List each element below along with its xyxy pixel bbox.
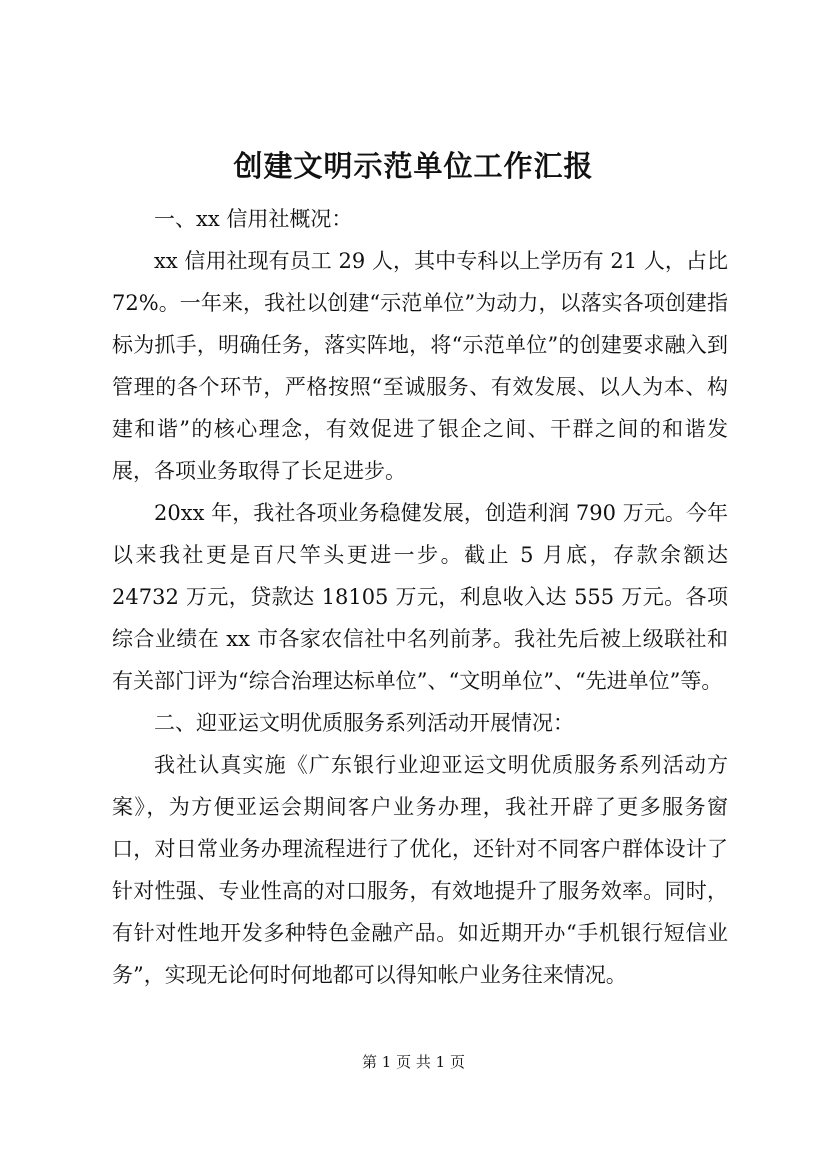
section-heading-overview: 一、xx 信用社概况：: [154, 207, 353, 231]
paragraph-activities: 我社认真实施《广东银行业迎亚运文明优质服务系列活动方案》，为方便亚运会期间客户业务办理，我社开辟了更多服务窗口，对日常业务办理流程进行了优化，还针对不同客户群体设计了针对性强、专业性高的对口服务，有效地提升了服务效率。同时，有针对性地开发多种特色金融产品。如近期开办“手机银行短信业务”，实现无论何时何地都可以得知帐户业务往来情况。: [112, 753, 728, 987]
page-footer: 第 1 页 共 1 页: [362, 1053, 465, 1071]
document-body: [112, 198, 728, 996]
paragraph-overview: xx 信用社现有员工 29 人，其中专科以上学历有 21 人，占比 72%。一年来，我社以创建“示范单位”为动力，以落实各项创建指标为抓手，明确任务，落实阵地，将“示范单位”的创建要求融入到管理的各个环节，严格按照“至诚服务、有效发展、以人为本、构建和谐”的核心理念，有效促进了银企之间、干群之间的和谐发展，各项业务取得了长足进步。: [112, 249, 728, 483]
paragraph-performance: 20xx 年，我社各项业务稳健发展，创造利润 790 万元。今年以来我社更是百尺竿头更进一步。截止 5 月底，存款余额达 24732 万元，贷款达 18105 万元，利息收入达 555 万元。各项综合业绩在 xx 市各家农信社中名列前茅。我社先后被上级联社和有关部门评为“综合治理达标单位”、“文明单位”、“先进单位”等。: [112, 501, 728, 693]
document-title: 创建文明示范单位工作汇报: [233, 149, 594, 183]
section-heading-activities: 二、迎亚运文明优质服务系列活动开展情况：: [154, 711, 574, 735]
